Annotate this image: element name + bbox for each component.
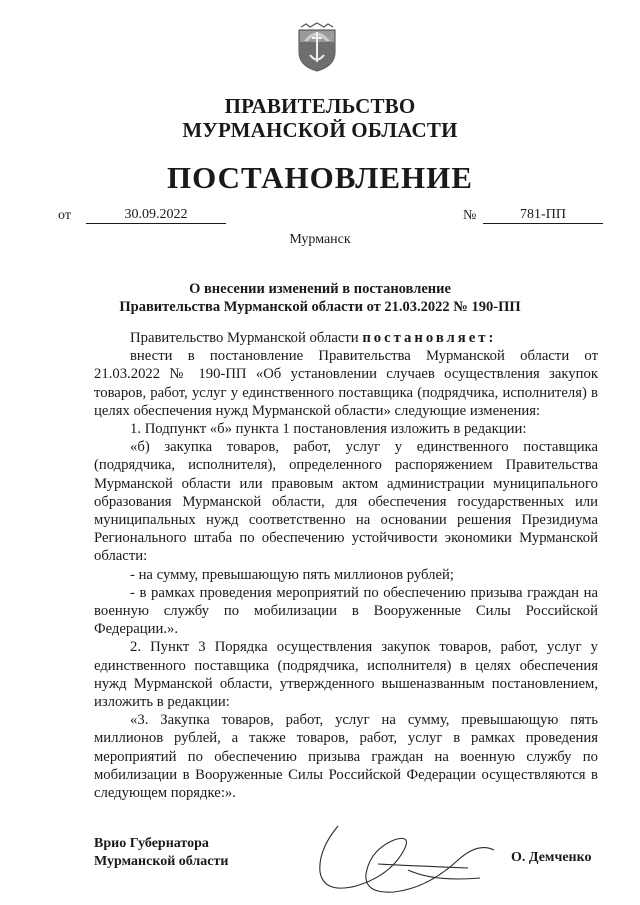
coat-of-arms-icon	[296, 22, 338, 72]
paragraph-item-3-text: «3. Закупка товаров, работ, услуг на сумму, превышающую пять миллионов рублей, а также товаров, работ, услуг в рамках проведения мероприятий по обеспечению призыва граждан на военную службу по мобилизации в Вооруженные Силы Российской Федерации осуществляются в следующем порядке:».	[94, 712, 598, 802]
resolution-keyword: постановляет:	[362, 330, 497, 346]
paragraph-amend: внести в постановление Правительства Мурманской области от 21.03.2022 № 190-ПП «Об установлении случаев осуществления закупок товаров, работ, услуг у единственного поставщика (подрядчика, исполнителя) в целях обеспечения нужд Мурманской области» следующие изменения:	[94, 348, 598, 419]
paragraph-item-2: 2. Пункт 3 Порядка осуществления закупок товаров, работ, услуг у единственного поставщика (подрядчика, исполнителя) в целях обеспечения нужд Мурманской области, утвержденного вышеназванным постановлением, изложить в редакции:	[94, 639, 598, 711]
government-line-1: ПРАВИТЕЛЬСТВО	[224, 94, 416, 118]
position-line-1: Врио Губернатора	[94, 836, 209, 851]
paragraph-subitem-b: «б) закупка товаров, работ, услуг у единственного поставщика (подрядчика, исполнителя), определенного распоряжением Правительства Мурманской области или правовым актом администрации муниципального образования Мурманской области, для обеспечения государственных или муниципальных нужд соответственно на основании решения Президиума Регионального штаба по обеспечению устойчивости экономики Мурманской области:	[94, 439, 598, 565]
document-number: 781-ПП	[483, 207, 603, 224]
resolution-intro: Правительство Мурманской области	[130, 330, 363, 346]
document-subject	[60, 280, 580, 316]
government-name	[0, 94, 640, 142]
subject-line-2: Правительства Мурманской области от 21.03.2022 № 190-ПП	[119, 299, 521, 315]
subject-line-1: О внесении изменений в постановление	[189, 281, 451, 297]
paragraph-resolution	[94, 329, 598, 347]
paragraph-bullet-2: - в рамках проведения мероприятий по обеспечению призыва граждан на военную службу по мобилизации в Вооруженные Силы Российской Федерации.».	[94, 584, 598, 638]
document-type-title: ПОСТАНОВЛЕНИЕ	[167, 160, 473, 195]
document-date: 30.09.2022	[86, 207, 226, 224]
position-line-2: Мурманской области	[94, 854, 229, 869]
government-line-2: МУРМАНСКОЙ ОБЛАСТИ	[182, 118, 458, 142]
signatory-name: О. Демченко	[511, 850, 592, 865]
signatory-position	[94, 835, 228, 871]
date-prefix: от	[58, 208, 71, 223]
document-body	[94, 329, 598, 802]
paragraph-item-1: 1. Подпункт «б» пункта 1 постановления изложить в редакции:	[130, 421, 527, 438]
city-name: Мурманск	[289, 232, 351, 247]
date-number-row	[58, 208, 603, 230]
paragraph-bullet-1: - на сумму, превышающую пять миллионов рублей;	[130, 566, 454, 583]
handwritten-signature-icon	[308, 820, 498, 902]
number-prefix: №	[463, 208, 477, 223]
